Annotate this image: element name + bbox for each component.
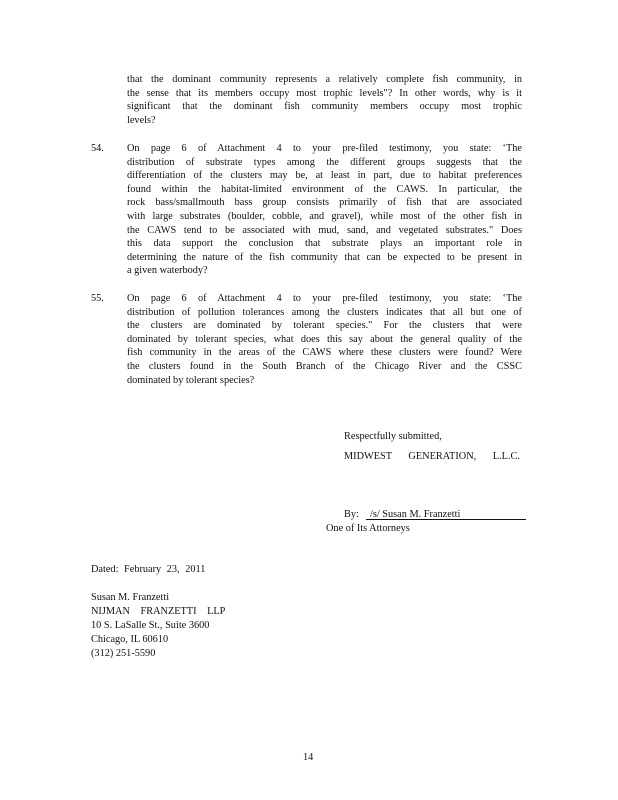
- text-line: the sense that its members occupy most trophic levels"? In other words, why is it: [127, 87, 522, 99]
- text-line: this data support the conclusion that substrate plays an important role in: [127, 238, 522, 250]
- text-line: differentiation of the clusters may be, at least in part, due to habitat preferences: [127, 170, 522, 182]
- text-line: significant that the dominant fish community members occupy most trophic: [127, 101, 522, 113]
- text-line: that the dominant community represents a relatively complete fish community, in: [127, 74, 522, 85]
- question-paragraph: [127, 292, 522, 387]
- question-number: 55.: [91, 293, 104, 304]
- text-line: distribution of pollution tolerances among the clusters indicates that all but one of: [127, 306, 522, 318]
- attorney-signature: /s/ Susan M. Franzetti: [370, 509, 461, 520]
- text-line: dominated by tolerant species, what does this say about the general quality of the: [127, 333, 522, 345]
- text-line: fish community in the areas of the CAWS where these clusters were found? Were: [127, 347, 522, 359]
- contact-address-line-2: Chicago, IL 60610: [91, 634, 169, 645]
- question-number: 54.: [91, 143, 104, 154]
- text-line: levels?: [127, 114, 156, 126]
- page-number: 14: [303, 752, 314, 763]
- text-line: On page 6 of Attachment 4 to your pre-filed testimony, you state: ‘The: [127, 143, 522, 154]
- contact-phone: (312) 251-5590: [91, 648, 156, 659]
- question-paragraph: [127, 142, 522, 278]
- text-line: a given waterbody?: [127, 265, 208, 277]
- dated-line: Dated: February 23, 2011: [91, 564, 206, 575]
- contact-address-line-1: 10 S. LaSalle St., Suite 3600: [91, 620, 210, 631]
- intro-paragraph: [127, 73, 522, 127]
- text-line: with large substrates (boulder, cobble, and gravel), while most of the other fish in: [127, 210, 522, 222]
- signature-line: [366, 519, 526, 520]
- text-line: the clusters are dominated by tolerant species." For the clusters that were: [127, 320, 522, 332]
- contact-name: Susan M. Franzetti: [91, 592, 170, 603]
- text-line: found within the habitat-limited environment of the CAWS. In particular, the: [127, 183, 522, 195]
- text-line: the CAWS tend to be associated with mud, sand, and vegetated substrates." Does: [127, 224, 522, 236]
- attorneys-label: One of Its Attorneys: [326, 523, 410, 534]
- by-label: By:: [344, 509, 359, 520]
- text-line: distribution of substrate types among the different groups suggests that the: [127, 156, 522, 168]
- text-line: the clusters found in the South Branch of the Chicago River and the CSSC: [127, 360, 522, 372]
- company-name: MIDWEST GENERATION, L.L.C.: [344, 451, 520, 462]
- respectfully-submitted: Respectfully submitted,: [344, 431, 442, 442]
- text-line: On page 6 of Attachment 4 to your pre-filed testimony, you state: ‘The: [127, 293, 522, 304]
- contact-firm: NIJMAN FRANZETTI LLP: [91, 606, 226, 617]
- text-line: dominated by tolerant species?: [127, 374, 255, 386]
- text-line: determining the nature of the fish community that can be expected to be present in: [127, 251, 522, 263]
- text-line: rock bass/smallmouth bass group consists primarily of fish that are associated: [127, 197, 522, 209]
